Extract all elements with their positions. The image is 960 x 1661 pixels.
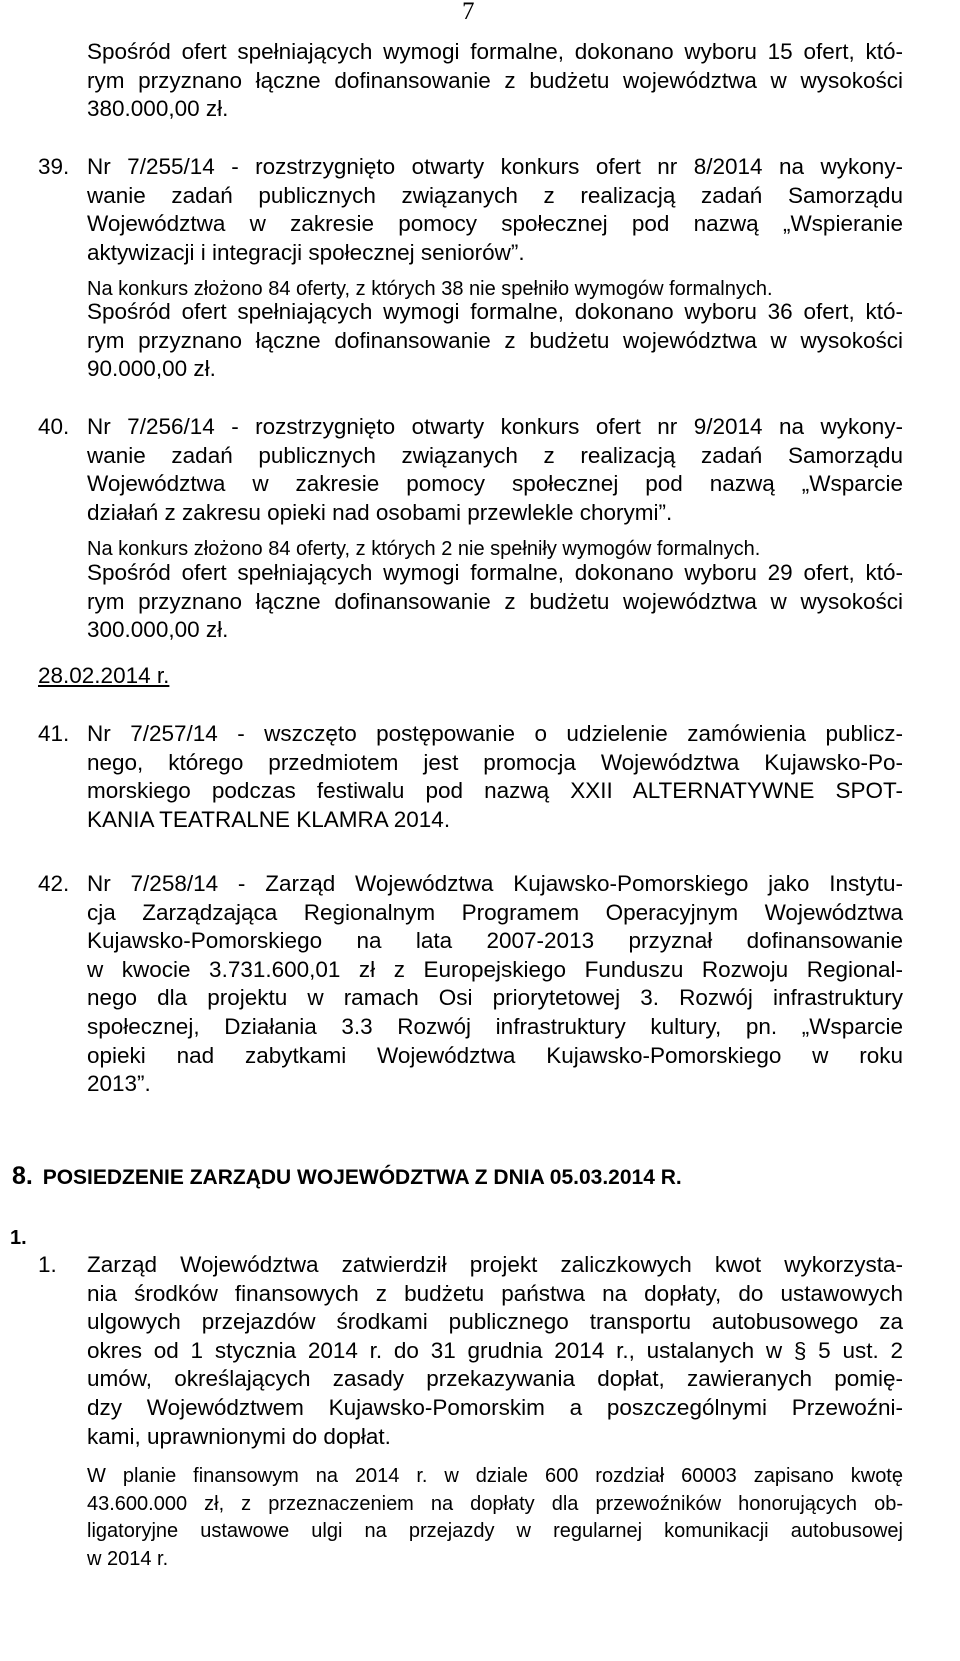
- text-line: ulgowych przejazdów środkami publicznego transportu autobusowego za: [87, 1309, 903, 1335]
- item-42-number: 42.: [38, 871, 70, 896]
- text-line: nego, którego przedmiotem jest promocja Województwa Kujawsko-Po-: [87, 749, 903, 775]
- item-42: [87, 870, 903, 1099]
- point-1: [87, 1251, 903, 1451]
- text-line: Spośród ofert spełniających wymogi formalne, dokonano wyboru 36 ofert, któ-: [87, 299, 903, 324]
- text-line: 90.000,00 zł.: [87, 356, 216, 382]
- text-line: rym przyznano łączne dofinansowanie z budżetu województwa w wysokości: [87, 327, 903, 353]
- text-line: w 2014 r.: [87, 1547, 169, 1570]
- text-line: rym przyznano łączne dofinansowanie z budżetu województwa w wysokości: [87, 588, 903, 614]
- text-line: Kujawsko-Pomorskiego na lata 2007-2013 przyznał dofinansowanie: [87, 928, 903, 954]
- text-line: rym przyznano łączne dofinansowanie z budżetu województwa w wysokości: [87, 67, 903, 93]
- item-40-result: [87, 559, 903, 645]
- text-line: dzy Województwem Kujawsko-Pomorskim a poszczególnymi Przewoźni-: [87, 1394, 903, 1420]
- text-line: Nr 7/256/14 - rozstrzygnięto otwarty konkurs ofert nr 9/2014 na wykony-: [87, 414, 903, 439]
- text-line: w kwocie 3.731.600,01 zł z Europejskiego Funduszu Rozwoju Regional-: [87, 956, 903, 982]
- text-line: wanie zadań publicznych związanych z realizacją zadań Samorządu: [87, 442, 903, 468]
- text-line: opieki nad zabytkami Województwa Kujawsko-Pomorskiego w roku: [87, 1042, 903, 1068]
- item-41: [87, 720, 903, 834]
- text-line: 300.000,00 zł.: [87, 617, 229, 643]
- text-line: działań z zakresu opieki nad osobami przewlekle chorymi”.: [87, 499, 673, 525]
- text-line: nego dla projektu w ramach Osi priorytetowej 3. Rozwój infrastruktury: [87, 985, 903, 1011]
- text-line: morskiego podczas festiwalu pod nazwą XXII ALTERNATYWNE SPOT-: [87, 778, 903, 804]
- text-line: 2013”.: [87, 1071, 151, 1097]
- text-line: okres od 1 stycznia 2014 r. do 31 grudnia 2014 r., ustalanych w § 5 ust. 2: [87, 1337, 903, 1363]
- text-line: Spośród ofert spełniających wymogi formalne, dokonano wyboru 29 ofert, któ-: [87, 560, 903, 585]
- text-line: Na konkurs złożono 84 oferty, z których 2 nie spełniły wymogów formalnych.: [87, 538, 761, 560]
- text-line: umów, określających zasady przekazywania dopłat, zawieranych pomię-: [87, 1366, 903, 1392]
- section-title: POSIEDZENIE ZARZĄDU WOJEWÓDZTWA Z DNIA 05.03.2014 R.: [42, 1166, 682, 1189]
- text-line: KANIA TEATRALNE KLAMRA 2014.: [87, 806, 451, 832]
- section-number: 8.: [12, 1162, 33, 1190]
- text-line: Nr 7/257/14 - wszczęto postępowanie o udzielenie zamówienia publicz-: [87, 721, 903, 746]
- text-line: aktywizacji i integracji społecznej seniorów”.: [87, 239, 525, 265]
- text-line: nia środków finansowych z budżetu państwa na dopłaty, do ustawowych: [87, 1280, 903, 1306]
- text-line: wanie zadań publicznych związanych z realizacją zadań Samorządu: [87, 182, 903, 208]
- text-line: Na konkurs złożono 84 oferty, z których 38 nie spełniło wymogów formalnych.: [87, 278, 773, 300]
- text-line: Spośród ofert spełniających wymogi formalne, dokonano wyboru 15 ofert, któ-: [87, 39, 903, 64]
- text-line: Nr 7/258/14 - Zarząd Województwa Kujawsko-Pomorskiego jako Instytu-: [87, 871, 903, 896]
- text-line: Zarząd Województwa zatwierdził projekt zaliczkowych kwot wykorzysta-: [87, 1252, 903, 1277]
- item-39-number: 39.: [38, 154, 70, 179]
- text-line: 43.600.000 zł, z przeznaczeniem na dopłaty dla przewoźników honorujących ob-: [87, 1492, 903, 1515]
- point-1-plan: [87, 1463, 903, 1573]
- text-line: społecznej, Działania 3.3 Rozwój infrastruktury kultury, pn. „Wsparcie: [87, 1013, 903, 1039]
- text-line: Nr 7/255/14 - rozstrzygnięto otwarty konkurs ofert nr 8/2014 na wykony-: [87, 154, 903, 179]
- item-40-number: 40.: [38, 414, 70, 439]
- text-line: 380.000,00 zł.: [87, 96, 229, 122]
- point-1-number: 1.: [38, 1252, 57, 1277]
- text-line: cja Zarządzająca Regionalnym Programem Operacyjnym Województwa: [87, 899, 903, 925]
- item-40: [87, 413, 903, 527]
- date-heading: 28.02.2014 r.: [38, 663, 170, 688]
- text-line: kami, uprawnionymi do dopłat.: [87, 1423, 391, 1449]
- text-line: ligatoryjne ustawowe ulgi na przejazdy w regularnej komunikacji autobusowej: [87, 1520, 903, 1542]
- item-39-result: [87, 298, 903, 384]
- subsection-label: 1.: [10, 1227, 27, 1249]
- item-41-number: 41.: [38, 721, 70, 746]
- item-39: [87, 153, 903, 267]
- page-number: 7: [462, 0, 475, 25]
- text-line: W planie finansowym na 2014 r. w dziale 600 rozdział 60003 zapisano kwotę: [87, 1465, 903, 1487]
- text-line: Województwa w zakresie pomocy społecznej pod nazwą „Wspieranie: [87, 211, 903, 237]
- item-38-tail: [87, 38, 903, 124]
- section-heading: [12, 1162, 682, 1191]
- text-line: Województwa w zakresie pomocy społecznej pod nazwą „Wsparcie: [87, 471, 903, 497]
